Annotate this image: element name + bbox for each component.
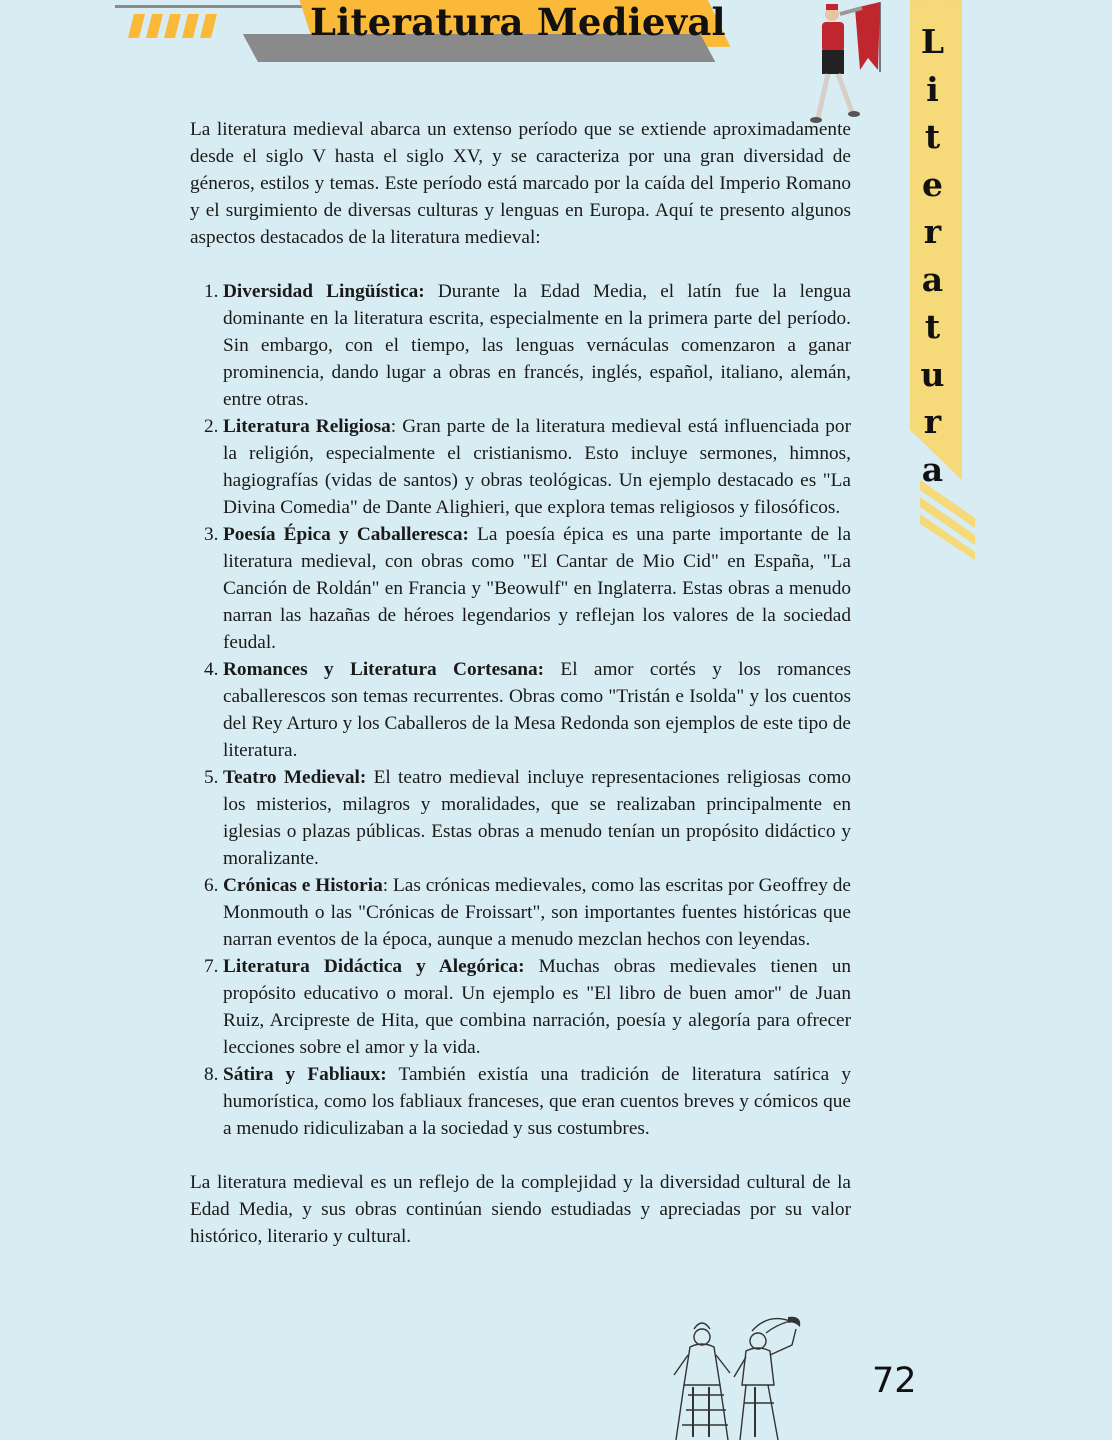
list-item: 8. Sátira y Fabliaux: También existía una tradición de literatura satírica y humorística, como los fabliaux franceses, que eran cuentos breves y cómicos que a menudo ridiculizaban a la sociedad y sus costumbres.: [204, 1064, 851, 1139]
item-heading: Teatro Medieval:: [223, 767, 367, 788]
closing-paragraph: La literatura medieval es un reflejo de la complejidad y la diversidad cultural de la Edad Media, y sus obras continúan siendo estudiadas y apreciadas por su valor histórico, literario y cultural.: [190, 1172, 851, 1247]
side-title: [905, 18, 960, 493]
item-heading: Sátira y Fabliaux:: [223, 1064, 387, 1085]
list-item: 4. Romances y Literatura Cortesana: El amor cortés y los romances caballerescos son temas recurrentes. Obras como "Tristán e Isolda" y los cuentos del Rey Arturo y los Caballeros de la Mesa Redonda son ejemplos de este tipo de literatura.: [204, 659, 851, 761]
intro-paragraph: La literatura medieval abarca un extenso período que se extiende aproximadamente desde el siglo V hasta el siglo XV, y se caracteriza por una gran diversidad de géneros, estilos y temas. Este período está marcado por la caída del Imperio Romano y el surgimiento de diversas culturas y lenguas en Europa. Aquí te presento algunos aspectos destacados de la literatura medieval:: [190, 119, 851, 248]
side-title-letter: a: [921, 449, 944, 489]
item-heading: Romances y Literatura Cortesana:: [223, 659, 545, 680]
item-heading: Poesía Épica y Caballeresca:: [223, 524, 469, 545]
item-heading: Literatura Didáctica y Alegórica:: [223, 956, 525, 977]
item-text: La poesía épica es una parte importante de la literatura medieval, con obras como "El Cantar de Mio Cid" en España, "La Canción de Roldán" en Francia y "Beowulf" en Inglaterra. Estas obras a menudo narran las hazañas de héroes legendarios y reflejan los valores de la sociedad feudal.: [223, 524, 852, 653]
side-title-letter: i: [926, 69, 939, 109]
item-heading: Literatura Religiosa: [223, 416, 391, 437]
list-item: 6. Crónicas e Historia: Las crónicas medievales, como las escritas por Geoffrey de Monmouth o las "Crónicas de Froissart", son importantes fuentes históricas que narran eventos de la época, aunque a menudo mezclan hechos con leyendas.: [204, 875, 851, 950]
aspects-list: [190, 278, 851, 1142]
side-title-letter: r: [923, 212, 942, 251]
item-text: Durante la Edad Media, el latín fue la lengua dominante en la literatura escrita, especialmente en la primera parte del período. Sin embargo, con el tiempo, las lenguas vernáculas comenzaron a ganar prominencia, dando lugar a obras en francés, inglés, español, italiano, alemán, entre otras.: [223, 281, 851, 410]
side-title-letter: L: [920, 22, 945, 61]
page-title: Literatura Medieval: [310, 0, 726, 44]
item-text: El amor cortés y los romances caballerescos son temas recurrentes. Obras como "Tristán e Isolda" y los cuentos del Rey Arturo y los Caballeros de la Mesa Redonda son ejemplos de este tipo de literatura.: [223, 659, 851, 761]
side-title-letter: u: [920, 354, 945, 394]
list-item: 2. Literatura Religiosa: Gran parte de la literatura medieval está influenciada por la religión, especialmente el cristianismo. Esto incluye sermones, himnos, hagiografías (vidas de santos) y obras teológicas. Un ejemplo destacado es "La Divina Comedia" de Dante Alighieri, que explora temas religiosos y filosóficos.: [204, 416, 851, 518]
list-item: 1. Diversidad Lingüística: Durante la Edad Media, el latín fue la lengua dominante en la literatura escrita, especialmente en la primera parte del período. Sin embargo, con el tiempo, las lenguas vernáculas comenzaron a ganar prominencia, dando lugar a obras en francés, inglés, español, italiano, alemán, entre otras.: [204, 281, 851, 410]
side-title-letter: r: [923, 402, 942, 441]
list-item: 5. Teatro Medieval: El teatro medieval incluye representaciones religiosas como los misterios, milagros y moralidades, que se realizaban principalmente en iglesias o plazas públicas. Estas obras a menudo tenían un propósito didáctico y moralizante.: [204, 767, 851, 869]
item-heading: Crónicas e Historia: [223, 875, 383, 896]
article-body: [190, 116, 851, 1250]
item-text: Muchas obras medievales tienen un propósito educativo o moral. Un ejemplo es "El libro de buen amor" de Juan Ruiz, Arcipreste de Hita, que combina narración, poesía y alegoría para ofrecer lecciones sobre el amor y la vida.: [223, 956, 852, 1058]
side-title-letter: e: [922, 164, 943, 204]
page-number: 72: [872, 1361, 917, 1401]
item-text: : Gran parte de la literatura medieval está influenciada por la religión, especialmente el cristianismo. Esto incluye sermones, himnos, hagiografías (vidas de santos) y obras teológicas. Un ejemplo destacado es "La Divina Comedia" de Dante Alighieri, que explora temas religiosos y filosóficos.: [223, 416, 851, 518]
side-title-letter: t: [924, 117, 941, 156]
side-title-letter: t: [924, 307, 941, 346]
header-stripes: [128, 14, 223, 38]
herald-trumpeter-icon: [800, 0, 892, 128]
list-item: 7. Literatura Didáctica y Alegórica: Muchas obras medievales tienen un propósito educativo o moral. Un ejemplo es "El libro de buen amor" de Juan Ruiz, Arcipreste de Hita, que combina narración, poesía y alegoría para ofrecer lecciones sobre el amor y la vida.: [204, 956, 852, 1058]
item-text: El teatro medieval incluye representaciones religiosas como los misterios, milagros y moralidades, que se realizaban principalmente en iglesias o plazas públicas. Estas obras a menudo tenían un propósito didáctico y moralizante.: [223, 767, 851, 869]
medieval-couple-illustration: [668, 1315, 808, 1440]
list-item: 3. Poesía Épica y Caballeresca: La poesía épica es una parte importante de la literatura medieval, con obras como "El Cantar de Mio Cid" en España, "La Canción de Roldán" en Francia y "Beowulf" en Inglaterra. Estas obras a menudo narran las hazañas de héroes legendarios y reflejan los valores de la sociedad feudal.: [204, 524, 852, 653]
item-heading: Diversidad Lingüística:: [223, 281, 425, 302]
item-text: También existía una tradición de literatura satírica y humorística, como los fabliaux franceses, que eran cuentos breves y cómicos que a menudo ridiculizaban a la sociedad y sus costumbres.: [223, 1064, 851, 1139]
side-title-letter: a: [921, 259, 944, 299]
item-text: : Las crónicas medievales, como las escritas por Geoffrey de Monmouth o las "Crónicas de Froissart", son importantes fuentes históricas que narran eventos de la época, aunque a menudo mezclan hechos con leyendas.: [223, 875, 851, 950]
